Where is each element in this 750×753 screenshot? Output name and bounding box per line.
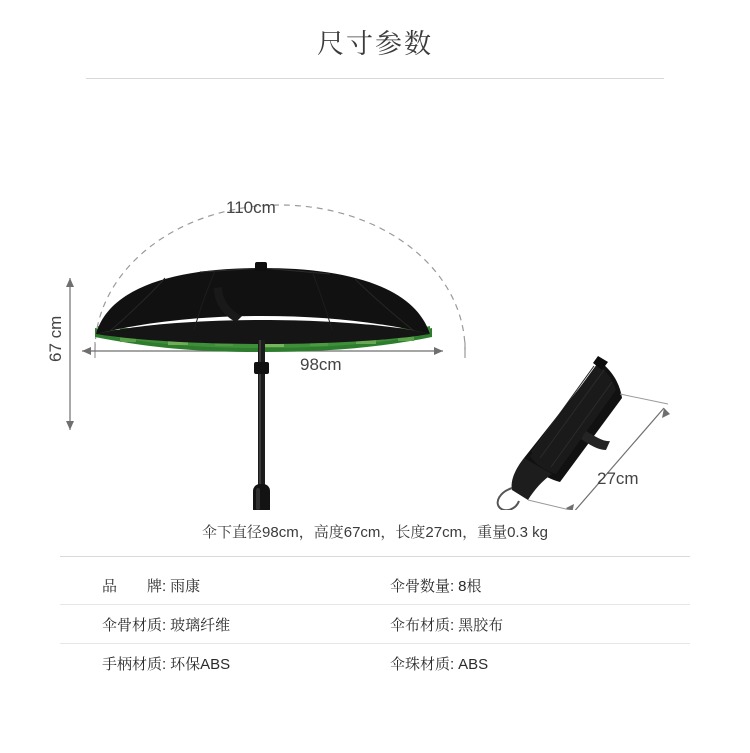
- folded-length-label: 27cm: [597, 469, 639, 488]
- spec-cell-fabric-material: [390, 614, 690, 635]
- table-row: [60, 566, 690, 605]
- spec-cell-handle-material: [60, 653, 390, 674]
- spec-value: 雨康: [170, 577, 201, 595]
- table-row: [60, 644, 690, 682]
- spec-value: 玻璃纤维: [170, 616, 231, 634]
- spec-cell-rib-count: [390, 575, 690, 596]
- spec-key: 伞骨材质:: [102, 616, 167, 634]
- spec-value: 黑胶布: [458, 616, 504, 634]
- open-umbrella-icon: [95, 262, 432, 510]
- arc-width-label: 110cm: [226, 198, 276, 217]
- title-divider: [86, 78, 664, 79]
- spec-cell-rib-material: [60, 614, 390, 635]
- spec-value: 8根: [458, 577, 482, 595]
- dimension-diagram: [0, 90, 750, 510]
- spec-key: 伞珠材质:: [390, 655, 455, 673]
- spec-key: 伞骨数量:: [390, 577, 455, 595]
- spec-cell-brand: [60, 575, 390, 596]
- height-label: 67 cm: [46, 315, 65, 362]
- summary-divider: [60, 556, 690, 557]
- spec-value: ABS: [458, 655, 489, 673]
- canopy-width-label: 98cm: [300, 355, 342, 374]
- diagram-svg: [0, 90, 750, 510]
- page-title: 尺寸参数: [317, 29, 433, 59]
- spec-key: 品 牌:: [102, 577, 167, 595]
- summary-text: 伞下直径98cm，高度67cm，长度27cm，重量0.3 kg: [202, 524, 548, 541]
- spec-key: 伞布材质:: [390, 616, 455, 634]
- spec-table: [60, 566, 690, 682]
- folded-umbrella-icon: [498, 356, 670, 510]
- spec-value: 环保ABS: [170, 655, 231, 673]
- table-row: [60, 605, 690, 644]
- spec-key: 手柄材质:: [102, 655, 167, 673]
- spec-cell-bead-material: [390, 653, 690, 674]
